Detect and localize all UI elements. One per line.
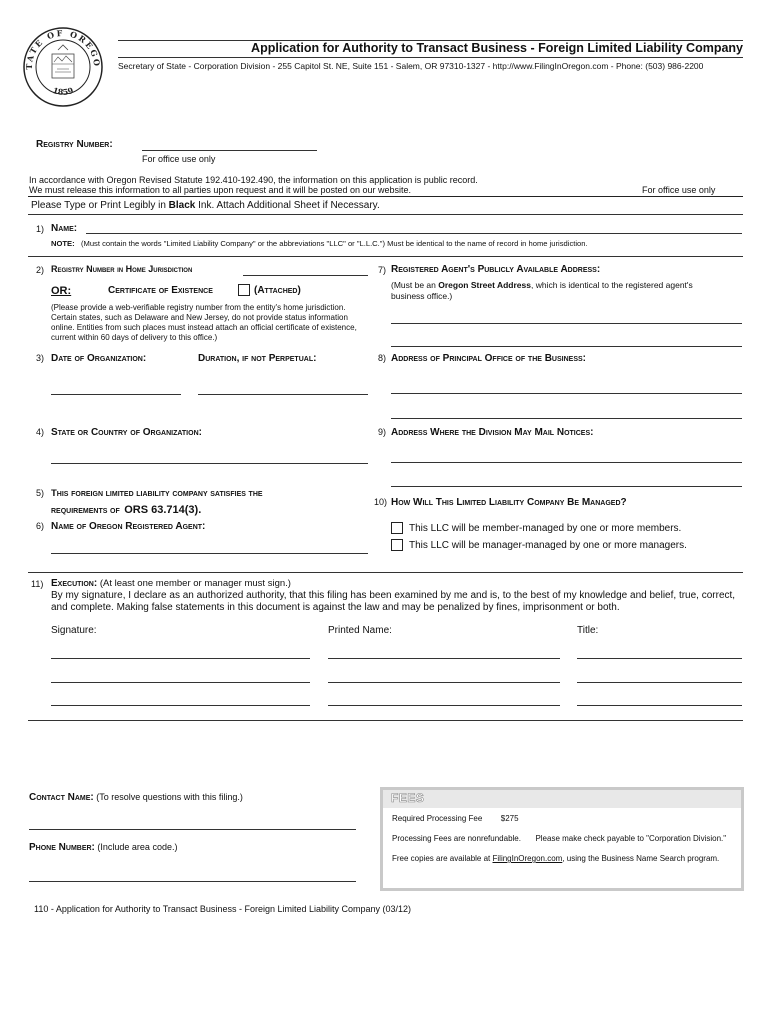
- fees-processing-row: [392, 814, 519, 823]
- fees-heading: FEES: [391, 791, 425, 805]
- registry-home-label: Registry Number in Home Jurisdiction: [51, 264, 193, 274]
- agent-help-post: , which is identical to the registered agent's business office.): [391, 280, 693, 301]
- name-field[interactable]: [86, 233, 742, 234]
- duration-label: Duration, if not Perpetual:: [198, 353, 317, 364]
- fees-nonrefundable: Processing Fees are nonrefundable.: [392, 834, 521, 843]
- instruction-post: Ink. Attach Additional Sheet if Necessary.: [195, 200, 380, 211]
- item-10-number: 10): [374, 497, 388, 507]
- registry-number-label: Registry Number:: [36, 139, 113, 150]
- attached-label: (Attached): [254, 285, 301, 296]
- mail-notices-field-1[interactable]: [391, 462, 742, 463]
- state-or-country-label: State or Country of Organization:: [51, 427, 202, 438]
- state-seal: [22, 26, 104, 108]
- item-3-number: 3): [36, 353, 45, 363]
- printed-name-field-2[interactable]: [328, 682, 560, 683]
- name-note: [51, 239, 588, 248]
- duration-field[interactable]: [198, 394, 368, 395]
- date-of-organization-field[interactable]: [51, 394, 181, 395]
- form-footer: 110 - Application for Authority to Transact Business - Foreign Limited Liability Company (03/12): [34, 904, 412, 914]
- agent-address-field-2[interactable]: [391, 346, 742, 347]
- item-4-number: 4): [36, 427, 45, 437]
- notice-rule: [28, 196, 743, 197]
- item-11-number: 11): [31, 579, 44, 589]
- contact-name-heading: [29, 792, 243, 803]
- title-field-2[interactable]: [577, 682, 742, 683]
- mail-notices-label: Address Where the Division May Mail Notices:: [391, 427, 594, 438]
- printed-name-column-label: Printed Name:: [328, 625, 392, 636]
- phone-number-heading: [29, 842, 177, 853]
- agent-help-bold: Oregon Street Address: [438, 280, 531, 290]
- agent-name-label: Name of Oregon Registered Agent:: [51, 521, 206, 532]
- header-rule-mid: [118, 57, 743, 58]
- section-rule-execution: [28, 572, 743, 573]
- mail-notices-field-2[interactable]: [391, 486, 742, 487]
- item-8-number: 8): [378, 353, 387, 363]
- agent-address-help: [391, 280, 721, 302]
- fee-label: Required Processing Fee: [392, 814, 483, 823]
- office-use-right: For office use only: [642, 185, 716, 195]
- fees-header-band: [383, 790, 741, 808]
- execution-heading: [51, 578, 291, 589]
- satisfies-requirements: requirements of: [51, 505, 120, 516]
- signature-field-3[interactable]: [51, 705, 310, 706]
- contact-name-field[interactable]: [29, 829, 356, 830]
- agent-name-field[interactable]: [51, 553, 368, 554]
- manager-managed-checkbox[interactable]: [391, 539, 403, 551]
- item-1-rule: [28, 256, 743, 257]
- ors-reference: ORS 63.714(3).: [124, 504, 202, 516]
- execution-label: Execution:: [51, 578, 98, 589]
- declaration-text: By my signature, I declare as an authorized authority, that this filing has been examined by me and is, to the best of my knowledge and belief, true, correct, and complete. Making false statements in this document is against the law and may be penalized by fines, imprisonment or both.: [51, 590, 736, 613]
- title-column-label: Title:: [577, 625, 599, 636]
- note-text: (Must contain the words "Limited Liability Company" or the abbreviations "LLC" or "L.L.C.") Must be identical to the name of record in home jurisdiction.: [80, 239, 588, 248]
- fees-copies-post: , using the Business Name Search program.: [562, 854, 720, 863]
- item-5-number: 5): [36, 488, 45, 498]
- signature-column-label: Signature:: [51, 625, 97, 636]
- contact-name-label: Contact Name:: [29, 792, 94, 803]
- managed-label: How Will This Limited Liability Company Be Managed?: [391, 497, 627, 508]
- form-subtitle: Secretary of State - Corporation Division - 255 Capitol St. NE, Suite 151 - Salem, OR 97310-1327 - http://www.FilingInOregon.com - Phone: (503) 986-2200: [118, 61, 704, 71]
- certificate-attached-checkbox[interactable]: [238, 284, 250, 296]
- principal-office-label: Address of Principal Office of the Business:: [391, 353, 586, 364]
- member-managed-label: This LLC will be member-managed by one or more members.: [409, 523, 682, 534]
- agent-address-label: Registered Agent's Publicly Available Address:: [391, 264, 601, 275]
- fees-copies-pre: Free copies are available at: [392, 854, 493, 863]
- item-6-number: 6): [36, 521, 45, 531]
- satisfies-line-2: [51, 500, 201, 518]
- fees-copies-row: [392, 854, 719, 863]
- state-or-country-field[interactable]: [51, 463, 368, 464]
- svg-text:1859: [51, 85, 74, 97]
- instruction-pre: Please Type or Print Legibly in: [31, 200, 169, 211]
- phone-number-note: (Include area code.): [97, 842, 178, 852]
- agent-address-field-1[interactable]: [391, 323, 742, 324]
- instruction-rule: [28, 214, 743, 215]
- printed-name-field-3[interactable]: [328, 705, 560, 706]
- or-label: OR:: [51, 285, 72, 297]
- fees-policy-row: [392, 834, 726, 843]
- satisfies-line-1: This foreign limited liability company satisfies the: [51, 488, 263, 499]
- fees-payable: Please make check payable to "Corporation Division.": [535, 834, 727, 843]
- signature-field-2[interactable]: [51, 682, 310, 683]
- form-title: Application for Authority to Transact Business - Foreign Limited Liability Company: [251, 41, 743, 55]
- name-label: Name:: [51, 223, 78, 234]
- principal-office-field-2[interactable]: [391, 418, 742, 419]
- contact-name-note: (To resolve questions with this filing.): [96, 792, 243, 802]
- agent-help-pre: (Must be an: [391, 280, 439, 290]
- instructions: [31, 200, 380, 211]
- fees-box: [380, 787, 744, 891]
- item-7-number: 7): [378, 265, 387, 275]
- certificate-help: (Please provide a web-verifiable registry number from the entity's home jurisdiction. Certain states, such as Delaware and New Jersey, do not provide status information online. Entities from such places must instead attach an official certificate of existence, current within 60 days of delivery to this office.): [51, 303, 357, 342]
- fee-amount: $275: [500, 814, 519, 823]
- note-label: NOTE:: [51, 239, 75, 248]
- manager-managed-label: This LLC will be manager-managed by one or more managers.: [409, 540, 687, 551]
- phone-number-field[interactable]: [29, 881, 356, 882]
- registry-home-field[interactable]: [243, 275, 368, 276]
- execution-note: (At least one member or manager must sign.): [99, 578, 291, 589]
- release-notice: We must release this information to all parties upon request and it will be posted on our website.: [29, 185, 412, 195]
- member-managed-checkbox[interactable]: [391, 522, 403, 534]
- registry-number-field[interactable]: [142, 150, 317, 151]
- item-9-number: 9): [378, 427, 387, 437]
- title-field-1[interactable]: [577, 658, 742, 659]
- date-of-organization-label: Date of Organization:: [51, 353, 147, 364]
- public-record-notice: In accordance with Oregon Revised Statute 192.410-192.490, the information on this application is public record.: [29, 175, 478, 185]
- printed-name-field-1[interactable]: [328, 658, 560, 659]
- signature-field-1[interactable]: [51, 658, 310, 659]
- section-rule-contact: [28, 720, 743, 721]
- instruction-bold: Black: [168, 200, 196, 211]
- seal-top-text: TATE OF OREGO: [23, 27, 103, 70]
- filing-in-oregon-link[interactable]: FilingInOregon.com: [492, 854, 563, 863]
- certificate-of-existence-label: Certificate of Existence: [108, 285, 213, 296]
- principal-office-field-1[interactable]: [391, 393, 742, 394]
- office-use-note: For office use only: [142, 154, 216, 164]
- title-field-3[interactable]: [577, 705, 742, 706]
- item-2-number: 2): [36, 265, 45, 275]
- item-1-number: 1): [36, 224, 45, 234]
- seal-year: 1859: [51, 85, 75, 97]
- phone-number-label: Phone Number:: [29, 842, 95, 853]
